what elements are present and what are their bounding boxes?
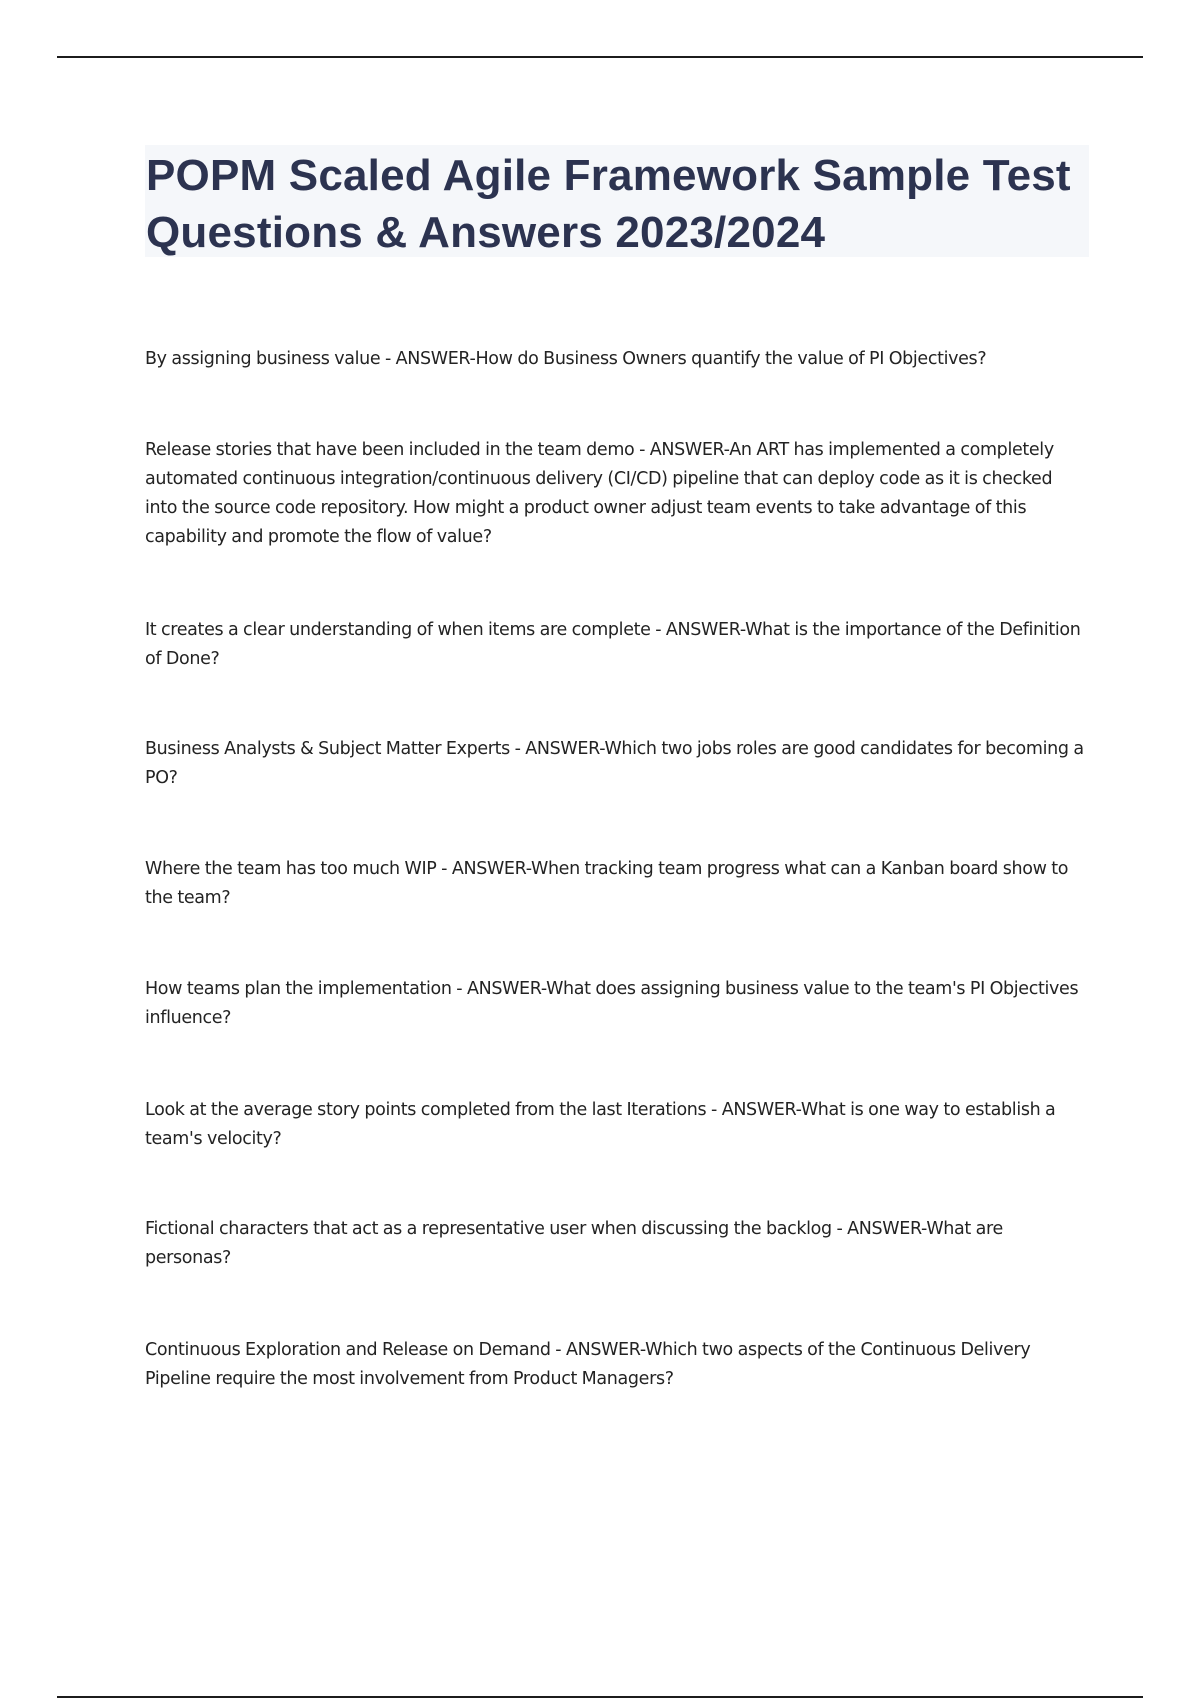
qa-entry: Continuous Exploration and Release on Demand - ANSWER-Which two aspects of the Continuous Delivery Pipeline require the most involvement from Product Managers?	[145, 1340, 1031, 1389]
page-title: POPM Scaled Agile Framework Sample Test Questions & Answers 2023/2024	[146, 151, 1071, 257]
qa-entry: Release stories that have been included in the team demo - ANSWER-An ART has implemented a completely automated continuous integration/continuous delivery (CI/CD) pipeline that can deploy code as it is checked into the source code repository. How might a product owner adjust team events to take advantage of this capability and promote the flow of value?	[145, 440, 1054, 547]
qa-entry: Where the team has too much WIP - ANSWER-When tracking team progress what can a Kanban board show to the team?	[145, 859, 1069, 908]
qa-entry: Business Analysts & Subject Matter Experts - ANSWER-Which two jobs roles are good candidates for becoming a PO?	[145, 739, 1084, 788]
title-block	[145, 145, 1089, 257]
qa-entry: Look at the average story points completed from the last Iterations - ANSWER-What is one way to establish a team's velocity?	[145, 1100, 1056, 1149]
qa-entry: It creates a clear understanding of when items are complete - ANSWER-What is the importance of the Definition of Done?	[145, 620, 1081, 669]
qa-entry: By assigning business value - ANSWER-How do Business Owners quantify the value of PI Objectives?	[145, 349, 987, 369]
qa-entry: Fictional characters that act as a representative user when discussing the backlog - ANSWER-What are personas?	[145, 1219, 1003, 1268]
top-divider	[57, 56, 1143, 58]
bottom-divider	[57, 1696, 1143, 1698]
qa-entry: How teams plan the implementation - ANSWER-What does assigning business value to the team's PI Objectives influence?	[145, 979, 1079, 1028]
